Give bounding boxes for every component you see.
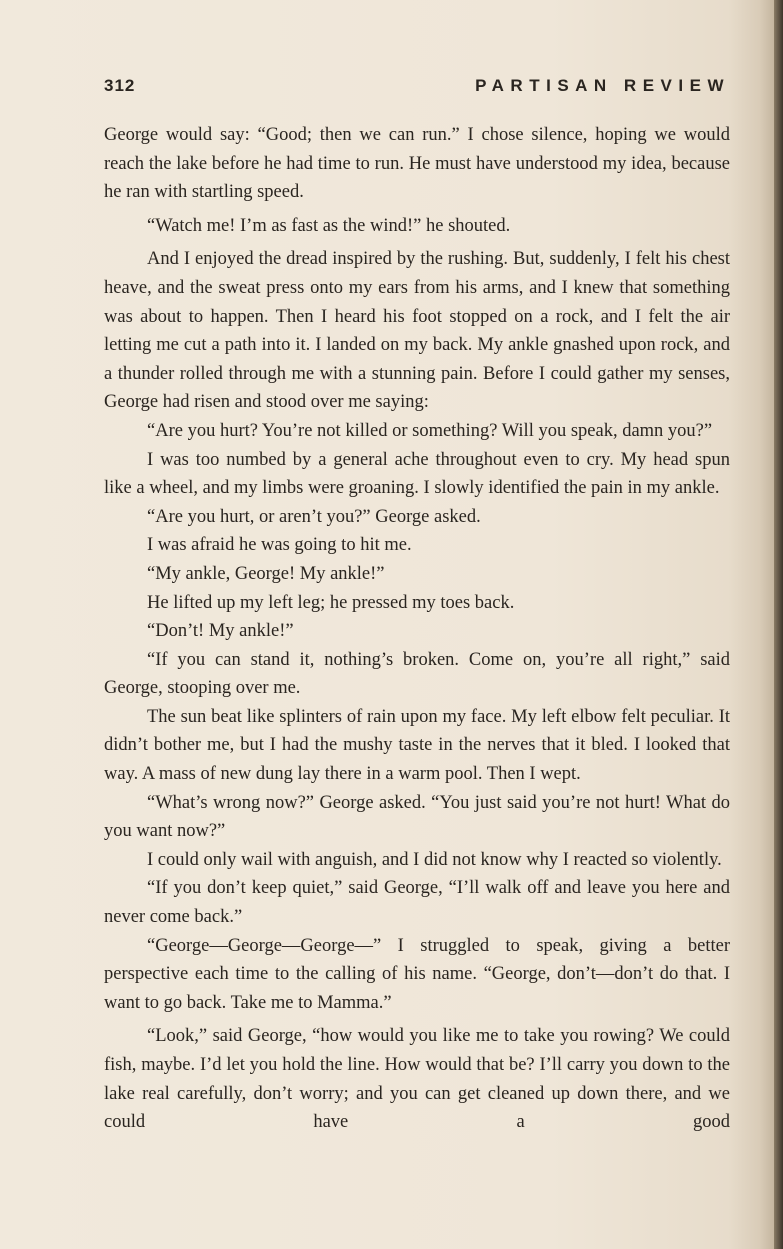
page-number: 312 — [104, 76, 136, 95]
paragraph: “Look,” said George, “how would you like me to take you rowing? We could fish, maybe. I’d let you hold the line. How would that be? I’ll carry you down to the lake real carefully, don’t worry; and you can get cleaned up down there, and we could have a good — [104, 1026, 730, 1133]
paragraph: “If you can stand it, nothing’s broken. Come on, you’re all right,” said George, stooping over me. — [104, 649, 730, 699]
paragraph: “Don’t! My ankle!” — [147, 621, 294, 642]
paragraph: The sun beat like splinters of rain upon my face. My left elbow felt peculiar. It didn’t bother me, but I had the mushy taste in the nerves that it bled. I looked that way. A mass of new dung lay there in a warm pool. Then I wept. — [104, 706, 730, 785]
journal-title: PARTISAN REVIEW — [475, 76, 730, 95]
paragraph: “Watch me! I’m as fast as the wind!” he shouted. — [147, 215, 511, 236]
paragraph: And I enjoyed the dread inspired by the rushing. But, suddenly, I felt his chest heave, and the sweat press onto my ears from his arms, and I knew that something was about to happen. Then I heard his foot stopped on a rock, and I felt the air letting me cut a path into it. I landed on my back. My ankle gnashed upon rock, and a thunder rolled through me with a stunning pain. Before I could gather my senses, George had risen and stood over me saying: — [104, 249, 730, 413]
paragraph: “Are you hurt, or aren’t you?” George asked. — [147, 506, 481, 527]
running-header — [104, 76, 730, 104]
paragraph: George would say: “Good; then we can run.” I chose silence, hoping we would reach the lake before he had time to run. He must have understood my idea, because he ran with startling speed. — [104, 125, 730, 203]
paragraph: I could only wail with anguish, and I did not know why I reacted so violently. — [147, 849, 722, 870]
story-text — [104, 121, 730, 1137]
paragraph: He lifted up my left leg; he pressed my toes back. — [147, 592, 515, 613]
paragraph: I was afraid he was going to hit me. — [147, 535, 412, 556]
paragraph: “My ankle, George! My ankle!” — [147, 563, 385, 584]
paragraph: “Are you hurt? You’re not killed or something? Will you speak, damn you?” — [147, 420, 713, 441]
paragraph: “What’s wrong now?” George asked. “You just said you’re not hurt! What do you want now?” — [104, 792, 730, 842]
paragraph: “If you don’t keep quiet,” said George, “I’ll walk off and leave you here and never come back.” — [104, 878, 730, 928]
paragraph: “George—George—George—” I struggled to speak, giving a better perspective each time to the calling of his name. “George, don’t—don’t do that. I want to go back. Take me to Mamma.” — [104, 935, 730, 1013]
page-binding-edge — [774, 0, 783, 1249]
paragraph: I was too numbed by a general ache throughout even to cry. My head spun like a wheel, and my limbs were groaning. I slowly identified the pain in my ankle. — [104, 449, 730, 499]
